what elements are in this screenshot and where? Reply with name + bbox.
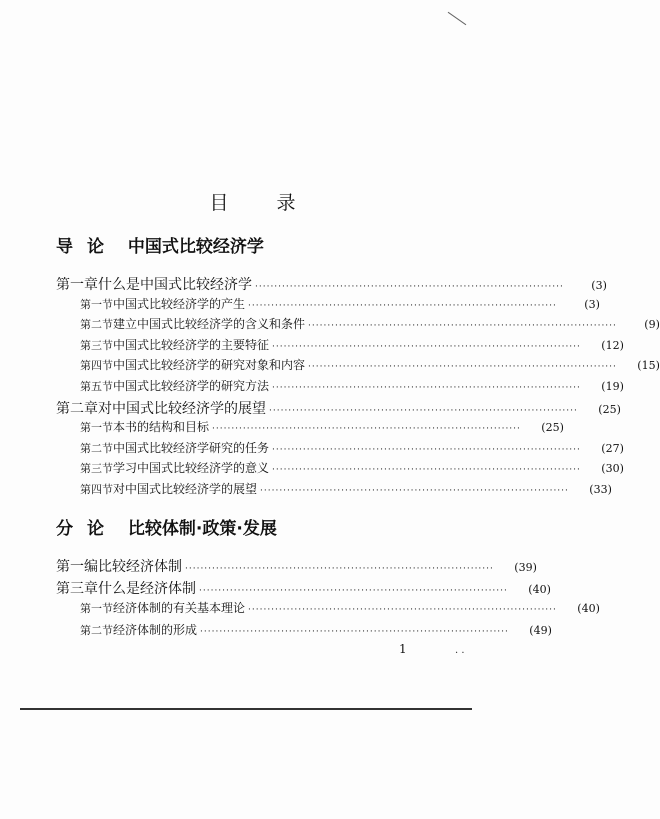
entry-label: 第三节: [80, 338, 113, 352]
entry-label: 第一节: [80, 297, 113, 311]
entry-title: 经济体制的形成: [113, 622, 198, 637]
part-label: 导论: [56, 237, 118, 257]
entry-page-number: (33): [589, 483, 612, 496]
entry-label: 第一章: [56, 277, 98, 293]
entry-title: 经济体制的有关基本理论: [113, 601, 246, 615]
entry-title: 什么是经济体制: [98, 580, 196, 597]
toc-chapter-entry: [0, 578, 551, 598]
entry-title: 中国式比较经济学的研究对象和内容: [113, 358, 306, 373]
entry-page-number: (3): [584, 297, 600, 311]
scan-artifact-dots: · ·: [455, 648, 465, 659]
part-title: 比较体制·政策·发展: [127, 519, 277, 539]
entry-page-number: (25): [598, 402, 621, 416]
page-title: 目录: [209, 192, 344, 214]
entry-label: 第三节: [80, 462, 113, 476]
entry-label: 第一节: [80, 421, 113, 435]
entry-label: 第一编: [56, 559, 98, 575]
entry-label: 第二章: [56, 400, 98, 417]
toc-section-entry: [0, 315, 660, 335]
entry-page-number: (12): [601, 338, 624, 352]
entry-label: 第二节: [80, 441, 113, 455]
entry-title: 对中国式比较经济学的展望: [113, 482, 258, 496]
entry-title: 中国式比较经济学研究的任务: [113, 440, 270, 455]
entry-label: 第五节: [80, 380, 113, 393]
entry-page-number: (39): [514, 561, 537, 574]
leader-dots: ················································································: [248, 605, 557, 615]
entry-page-number: (40): [528, 582, 551, 596]
entry-title: 中国式比较经济学的研究方法: [113, 379, 270, 393]
entry-label: 第二节: [80, 623, 113, 637]
leader-dots: ················································································: [272, 465, 581, 476]
leader-dots: ················································································: [199, 585, 508, 596]
entry-page-number: (27): [601, 441, 624, 455]
leader-dots: ················································································: [248, 300, 557, 311]
part-heading-introduction: [56, 232, 264, 257]
part-title: 中国式比较经济学: [127, 237, 264, 257]
entry-label: 第二节: [80, 318, 113, 332]
entry-page-number: (30): [601, 462, 624, 476]
entry-title: 对中国式比较经济学的展望: [98, 400, 266, 417]
entry-title: 中国式比较经济学的主要特征: [113, 337, 270, 352]
entry-page-number: (3): [591, 279, 607, 292]
toc-section-entry: [0, 459, 624, 479]
entry-label: 第三章: [56, 580, 98, 597]
page-edge-rule: [20, 708, 472, 710]
toc-section-entry: [0, 418, 564, 438]
part-heading-main: [56, 514, 277, 539]
toc-section-entry: [0, 377, 624, 397]
entry-title: 什么是中国式比较经济学: [98, 277, 252, 293]
page-number: 1: [399, 642, 407, 656]
entry-label: 第一节: [80, 602, 113, 615]
toc-section-entry: [0, 480, 612, 500]
toc-section-entry: [0, 599, 600, 619]
toc-chapter-entry: [0, 398, 621, 418]
entry-page-number: (9): [644, 318, 660, 332]
entry-page-number: (40): [577, 602, 600, 615]
entry-page-number: (15): [637, 359, 660, 373]
toc-chapter-entry: [0, 556, 537, 576]
leader-dots: ················································································: [308, 321, 617, 332]
toc-section-entry: [0, 295, 600, 315]
part-label: 分论: [56, 519, 118, 539]
toc-section-entry: [0, 356, 660, 376]
entry-page-number: (25): [541, 421, 564, 435]
leader-dots: ················································································: [185, 564, 494, 574]
leader-dots: ················································································: [200, 626, 509, 637]
toc-section-entry: [0, 439, 624, 459]
entry-title: 中国式比较经济学的产生: [113, 296, 246, 311]
leader-dots: ················································································: [272, 341, 581, 352]
toc-section-entry: [0, 621, 552, 641]
entry-label: 第四节: [80, 359, 113, 373]
leader-dots: ················································································: [255, 282, 564, 292]
leader-dots: ················································································: [272, 383, 581, 393]
entry-title: 本书的结构和目标: [113, 420, 210, 435]
entry-title: 建立中国式比较经济学的含义和条件: [113, 317, 306, 332]
entry-title: 学习中国式比较经济学的意义: [113, 461, 270, 476]
leader-dots: ················································································: [269, 405, 578, 416]
entry-page-number: (19): [601, 380, 624, 393]
leader-dots: ················································································: [260, 486, 569, 496]
toc-chapter-entry: [0, 274, 607, 294]
scan-artifact-mark: [448, 12, 467, 25]
entry-title: 比较经济体制: [98, 559, 182, 575]
toc-section-entry: [0, 336, 624, 356]
leader-dots: ················································································: [212, 424, 521, 435]
entry-label: 第四节: [80, 483, 113, 496]
leader-dots: ················································································: [272, 444, 581, 455]
entry-page-number: (49): [529, 623, 552, 637]
leader-dots: ················································································: [308, 362, 617, 373]
